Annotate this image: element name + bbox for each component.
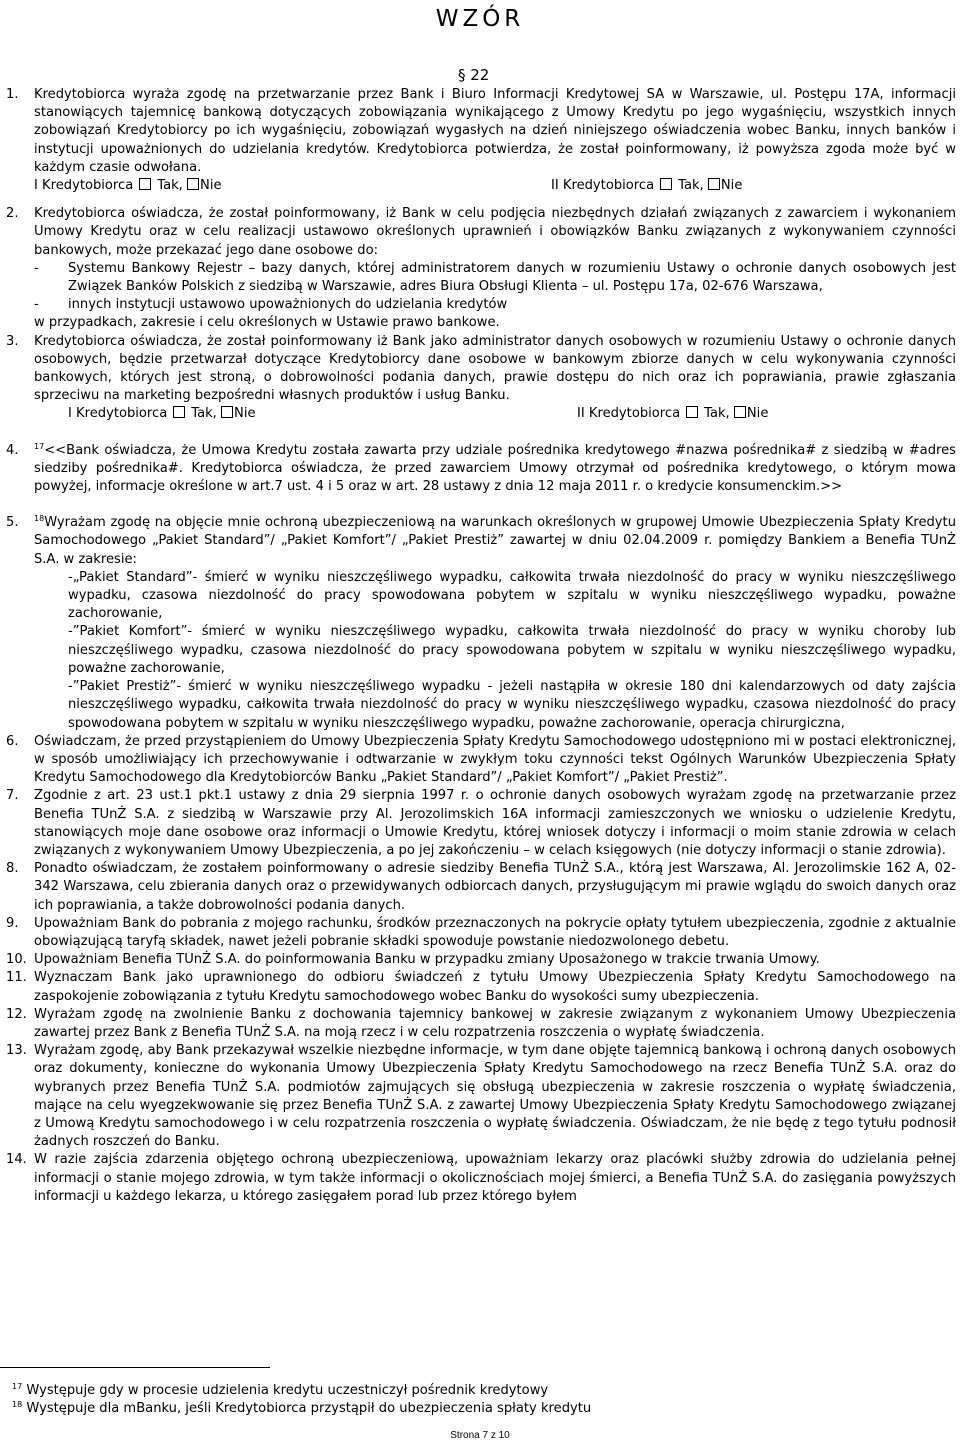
borrower-1-choice [68, 405, 451, 423]
yes-label: Tak, [157, 178, 183, 194]
page-number: Strona 7 z 10 [450, 1430, 510, 1441]
borrower-1-label: I Kredytobiorca [34, 178, 134, 194]
dash-marker: - [34, 260, 39, 276]
package-prestiz: -”Pakiet Prestiż”- śmierć w wyniku nieszczęśliwego wypadku - jeżeli nastąpiła w okresie 180 dni kalendarzowych od daty zajścia nieszczęśliwego wypadku, całkowita trwała niezdolność do pracy w wyniku nieszczęśliwego wypadku, czasowa niezdolność do pracy spowodowana pobytem w szpitalu w wyniku nieszczęśliwego wypadku, poważne zachorowanie, operacja chirurgiczna, [68, 679, 956, 731]
watermark: WZÓR [435, 6, 525, 32]
footnote-ref: 17 [34, 441, 45, 451]
clause-13 [0, 1042, 960, 1151]
clause-text: W razie zajścia zdarzenia objętego ochroną ubezpieczeniową, upoważniam lekarzy oraz placówki służby zdrowia do udzielania pełnej informacji o stanie mojego zdrowia, w tym także informacji o okolicznościach mojej śmierci, a Benefia TUnŻ S.A. do zasięgania powyższych informacji u każdego lekarza, u którego zasięgałem porad lub przez którego byłem [34, 1152, 956, 1204]
clause-number: 12. [6, 1006, 27, 1022]
clause-8 [0, 860, 960, 915]
clause-number: 2. [6, 206, 19, 222]
section-number: § 22 [458, 66, 490, 84]
clause-text: Kredytobiorca wyraża zgodę na przetwarzanie przez Bank i Biuro Informacji Kredytowej SA w Warszawie, ul. Postępu 17A, informacji stanowiących tajemnicę bankową dotyczących zobowiązania wynikającego z Umowy Kredytu po jego wygaśnięciu, wszystkich innych zobowiązań Kredytobiorcy po ich wygaśnięciu, zobowiązań wygasłych na dzień niniejszego oświadczenia wobec Banku, innych banków i instytucji upoważnionych do udzielania kredytów. Kredytobiorca potwierdza, że został poinformowany, iż powyższa zgoda może być w każdym czasie odwołana. [34, 87, 956, 175]
yes-label: Tak, [191, 406, 217, 422]
clause-number: 5. [6, 515, 19, 531]
clause-text: <<Bank oświadcza, że Umowa Kredytu została zawarta przy udziale pośrednika kredytowego #nazwa pośrednika# z siedzibą w #adres siedziby pośrednika#. Kredytobiorca oświadcza, że przed zawarciem Umowy otrzymał od pośrednika kredytowego, o którym mowa powyżej, informacje określone w art.7 ust. 4 i 5 oraz w art. 28 ustawy z dnia 12 maja 2011 r. o kredycie konsumenckim.>> [34, 442, 956, 495]
clause-text: Wyznaczam Bank jako uprawnionego do odbioru świadczeń z tytułu Umowy Ubezpieczenia Spłaty Kredytu Samochodowego na zaspokojenie zobowiązania z tytułu Kredytu samochodowego wobec Banku do wysokości sumy ubezpieczenia. [34, 970, 956, 1004]
footnote-mark: 18 [12, 1400, 23, 1409]
package-standard: -„Pakiet Standard”- śmierć w wyniku nieszczęśliwego wypadku, całkowita trwała niezdolność do pracy w wyniku nieszczęśliwego wypadku, czasowa niezdolność do pracy spowodowana pobytem w szpitalu w wyniku nieszczęśliwego wypadku, poważne zachorowanie, [68, 569, 956, 622]
clause-number: 4. [6, 442, 19, 458]
clause-11 [0, 969, 960, 1005]
no-checkbox[interactable] [708, 178, 720, 190]
no-checkbox[interactable] [734, 406, 746, 418]
clause-14 [0, 1151, 960, 1206]
yes-label: Tak, [678, 178, 704, 194]
clause-1 [0, 86, 960, 177]
clause-text: Kredytobiorca oświadcza, że został poinformowany iż Bank jako administrator danych osobowych w rozumieniu Ustawy o ochronie danych osobowych, będzie przetwarzał dotyczące Kredytobiorcy dane osobowe w bankowym zbiorze danych w celu wykonywania czynności bankowych, których jest stroną, o dobrowolności podania danych, prawie dostępu do nich oraz ich poprawiania, prawie zgłaszania sprzeciwu na marketing bezpośredni własnych produktów i usług Banku. [34, 333, 956, 404]
clause-text: Upoważniam Benefia TUnŻ S.A. do poinformowania Banku w przypadku zmiany Uposażonego w trakcie trwania Umowy. [34, 952, 820, 968]
borrower-2-label: II Kredytobiorca [577, 406, 681, 422]
borrower-2-choice [451, 405, 960, 423]
clause-7 [0, 787, 960, 860]
dash-text: Systemu Bankowy Rejestr – bazy danych, której administratorem danych w rozumieniu Ustawy o ochronie danych osobowych jest Związek Banków Polskich z siedzibą w Warszawie, adres Biura Obsługi Klienta – ul. Postępu 17a, 02-676 Warszawa, [68, 260, 956, 295]
footnote-mark: 17 [12, 1382, 23, 1391]
document-body [0, 86, 960, 1206]
clause-2-dash-1 [0, 260, 960, 296]
clause-number: 6. [6, 733, 19, 749]
yes-label: Tak, [704, 406, 730, 422]
footnote-text: Występuje dla mBanku, jeśli Kredytobiorca przystąpił do ubezpieczenia spłaty kredytu [26, 1401, 592, 1416]
clause-2 [0, 205, 960, 260]
clause-number: 14. [6, 1152, 27, 1168]
clause-text: Wyrażam zgodę, aby Bank przekazywał wszelkie niezbędne informacje, w tym dane objęte tajemnicą bankową i ochroną danych osobowych oraz dokumenty, konieczne do wykonania Umowy Ubezpieczenia Spłaty Kredytu Samochodowego na rzecz Benefia TUnŻ S.A. oraz do wybranych przez Benefia TUnŻ S.A. podmiotów zajmujących się obsługą ubezpieczenia w zakresie roszczenia o wypłatę świadczenia, mające na celu wyegzekwowanie się przez Benefia TUnŻ S.A. z zawartej Umowy Ubezpieczenia Spłaty Kredytu Samochodowego związanej z Umową Kredytu samochodowego i w celu rozpatrzenia roszczenia o wypłatę świadczenia. Oświadczam, że nie będę z tego tytułu podnosił żadnych roszczeń do Banku. [34, 1043, 956, 1150]
clause-text: Wyrażam zgodę na objęcie mnie ochroną ubezpieczeniową na warunkach określonych w grupowej Umowie Ubezpieczenia Spłaty Kredytu Samochodowego „Pakiet Standard”/ „Pakiet Komfort”/ „Pakiet Prestiż” zawartej w dniu 02.04.2009 r. pomiędzy Bankiem a Benefia TUnŻ S.A. w zakresie: [34, 515, 956, 567]
consent-choices-3 [0, 405, 960, 423]
footnote-18 [0, 1400, 960, 1418]
clause-number: 8. [6, 861, 19, 877]
clause-text: Wyrażam zgodę na zwolnienie Banku z dochowania tajemnicy bankowej w zakresie związanym z wykonaniem Umowy Ubezpieczenia zawartej przez Bank z Benefia TUnŻ S.A. na moją rzecz i w celu rozpatrzenia roszczenia o wypłatę świadczenia. [34, 1006, 956, 1040]
yes-checkbox[interactable] [139, 178, 151, 190]
clause-4 [0, 442, 960, 497]
consent-choices-1 [0, 177, 960, 195]
footnote-text: Występuje gdy w procesie udzielenia kredytu uczestniczył pośrednik kredytowy [26, 1383, 549, 1398]
clause-6 [0, 733, 960, 788]
clause-number: 7. [6, 788, 19, 804]
clause-number: 1. [6, 87, 19, 102]
footnote-17 [0, 1382, 960, 1400]
no-checkbox[interactable] [187, 178, 199, 190]
borrower-2-label: II Kredytobiorca [551, 178, 655, 194]
borrower-2-choice [443, 177, 960, 195]
clause-number: 9. [6, 915, 19, 931]
clause-text: Zgodnie z art. 23 ust.1 pkt.1 ustawy z dnia 29 sierpnia 1997 r. o ochronie danych osobowych wyrażam zgodę na przetwarzanie przez Benefia TUnŻ S.A. z siedzibą w Warszawie przy Al. Jerozolimskich 16A informacji zamieszczonych we wniosku o udzielenie Kredytu, stanowiących moje dane osobowe oraz informacji o Umowie Kredytu, której wniosek dotyczy i informacji o moim stanie zdrowia w celach związanych z wykonywaniem Umowy Ubezpieczenia, a po jej zakończeniu – w celach księgowych (nie dotyczy informacji o stanie zdrowia). [34, 788, 956, 858]
clause-2-tail: w przypadkach, zakresie i celu określonych w Ustawie prawo bankowe. [34, 315, 500, 331]
clause-number: 3. [6, 333, 19, 349]
no-label: Nie [200, 178, 222, 194]
clause-12 [0, 1006, 960, 1042]
yes-checkbox[interactable] [660, 178, 672, 190]
borrower-1-label: I Kredytobiorca [68, 406, 168, 422]
borrower-1-choice [34, 177, 443, 195]
no-checkbox[interactable] [221, 406, 233, 418]
dash-marker: - [34, 297, 39, 313]
package-komfort: -”Pakiet Komfort”- śmierć w wyniku nieszczęśliwego wypadku, całkowita trwała niezdolność do pracy w wyniku choroby lub nieszczęśliwego wypadku, czasowa niezdolność do pracy spowodowana pobytem w szpitalu w wyniku nieszczęśliwego wypadku, poważne zachorowanie, [68, 624, 956, 676]
footnotes [0, 1382, 960, 1418]
footnote-ref: 18 [34, 514, 45, 524]
clause-text: Ponadto oświadczam, że zostałem poinformowany o adresie siedziby Benefia TUnŻ S.A., którą jest Warszawa, Al. Jerozolimskie 162 A, 02-342 Warszawa, celu zbierania danych oraz o przewidywanych odbiorcach danych, przysługującym mi prawie wglądu do swoich danych oraz ich poprawiania, a także dobrowolności podania danych. [34, 861, 956, 913]
clause-5 [0, 514, 960, 569]
clause-2-dash-2 [0, 296, 960, 314]
no-label: Nie [234, 406, 256, 422]
clause-number: 13. [6, 1043, 27, 1059]
clause-10 [0, 951, 960, 969]
dash-text: innych instytucji ustawowo upoważnionych do udzielania kredytów [68, 297, 508, 313]
clause-text: Kredytobiorca oświadcza, że został poinformowany, iż Bank w celu podjęcia niezbędnych działań związanych z zawarciem i wykonaniem Umowy Kredytu oraz w celu realizacji ustawowo określonych uprawnień i obowiązków Banku związanych z wykonywaniem czynności bankowych, może przekazać jego dane osobowe do: [34, 206, 956, 258]
footnote-separator [0, 1367, 270, 1368]
clause-number: 11. [6, 970, 27, 986]
yes-checkbox[interactable] [686, 406, 698, 418]
no-label: Nie [720, 178, 743, 194]
yes-checkbox[interactable] [173, 406, 185, 418]
clause-text: Oświadczam, że przed przystąpieniem do Umowy Ubezpieczenia Spłaty Kredytu Samochodowego udostępniono mi w postaci elektronicznej, w sposób umożliwiający ich przechowywanie i odtwarzanie w zwykłym toku czynności tekst Ogólnych Warunków Ubezpieczenia Spłaty Kredytu Samochodowego dla Kredytobiorców Banku „Pakiet Standard”/ „Pakiet Komfort”/ „Pakiet Prestiż”. [34, 733, 956, 786]
clause-text: Upoważniam Bank do pobrania z mojego rachunku, środków przeznaczonych na pokrycie opłaty tytułem ubezpieczenia, zgodnie z aktualnie obowiązującą taryfą składek, nawet jeżeli pobranie składki spowoduje powstanie niedozwolonego debetu. [34, 915, 956, 949]
clause-3 [0, 333, 960, 406]
clause-number: 10. [6, 952, 27, 968]
no-label: Nie [746, 406, 769, 422]
clause-9 [0, 915, 960, 951]
